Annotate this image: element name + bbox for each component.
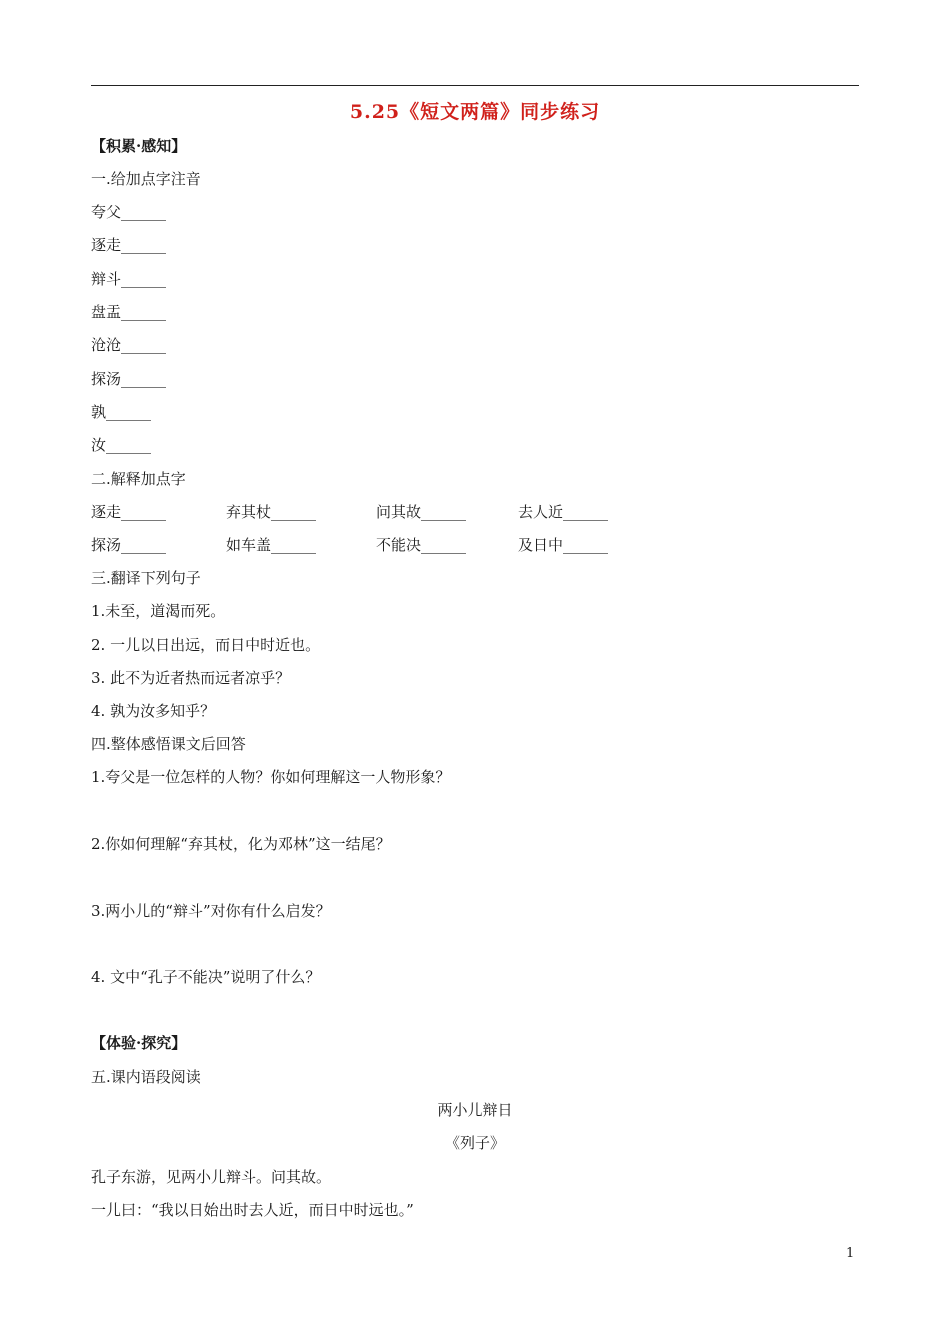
q3-item: 1.未至，道渴而死。: [91, 602, 226, 620]
q3-item: 2. 一儿以日出远，而日中时近也。: [91, 636, 321, 654]
q1-item: 辩斗______: [91, 270, 167, 288]
q1-item: 夸父______: [91, 203, 167, 221]
section-heading-explore: 【体验·探究】: [91, 1034, 187, 1052]
q3-item: 4. 孰为汝多知乎？: [91, 702, 216, 720]
passage-line: 孔子东游，见两小儿辩斗。问其故。: [91, 1168, 332, 1186]
passage-source: 《列子》: [444, 1134, 505, 1152]
q2-cell: 去人近______: [518, 503, 609, 521]
passage-title: 两小儿辩日: [437, 1101, 513, 1119]
q4-item: 2.你如何理解“弃其杖，化为邓林”这一结尾？: [91, 835, 391, 853]
q3-heading: 三.翻译下列句子: [91, 569, 201, 587]
q2-cell: 探汤______: [91, 536, 167, 554]
q1-item: 探汤______: [91, 370, 167, 388]
q2-cell: 如车盖______: [226, 536, 317, 554]
q1-item: 逐走______: [91, 236, 167, 254]
page-title: 5.25《短文两篇》同步练习: [349, 101, 601, 123]
q4-item: 1.夸父是一位怎样的人物？你如何理解这一人物形象？: [91, 768, 451, 786]
q2-cell: 问其故______: [376, 503, 467, 521]
q2-cell: 逐走______: [91, 503, 167, 521]
passage-line: 一儿曰：“我以日始出时去人近，而日中时远也。”: [91, 1201, 414, 1219]
q4-item: 4. 文中“孔子不能决”说明了什么？: [91, 968, 321, 986]
header-rule: [91, 85, 859, 86]
q2-cell: 不能决______: [376, 536, 467, 554]
q2-heading: 二.解释加点字: [91, 470, 186, 488]
q3-item: 3. 此不为近者热而远者凉乎？: [91, 669, 291, 687]
q1-item: 孰______: [91, 403, 152, 421]
page-number: 1: [846, 1246, 855, 1261]
q4-item: 3.两小儿的“辩斗”对你有什么启发？: [91, 902, 331, 920]
q2-cell: 弃其杖______: [226, 503, 317, 521]
q1-item: 盘盂______: [91, 303, 167, 321]
q1-heading: 一.给加点字注音: [91, 170, 201, 188]
q4-heading: 四.整体感悟课文后回答: [91, 735, 246, 753]
section-heading-accumulate: 【积累·感知】: [91, 137, 187, 155]
q5-heading: 五.课内语段阅读: [91, 1068, 201, 1086]
q1-item: 汝______: [91, 436, 152, 454]
q1-item: 沧沧______: [91, 336, 167, 354]
q2-cell: 及日中______: [518, 536, 609, 554]
